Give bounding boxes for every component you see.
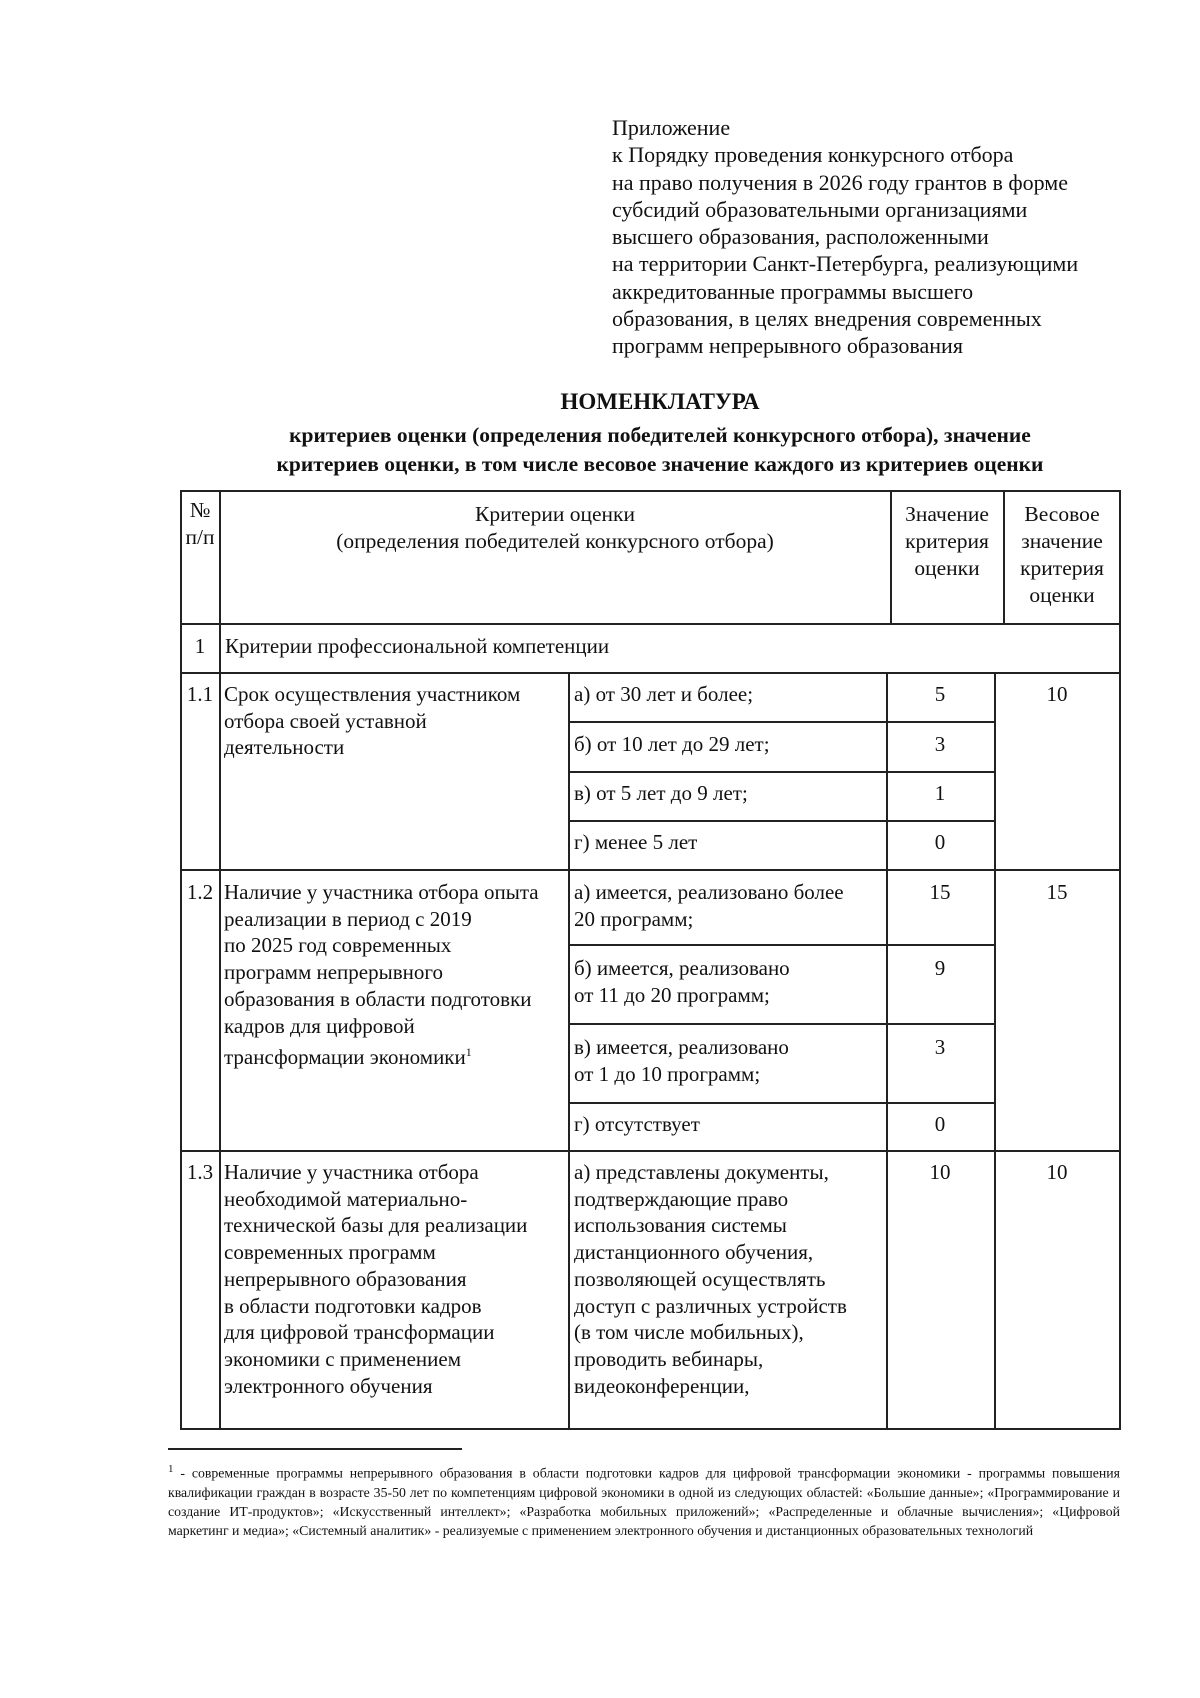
subtitle-line: критериев оценки, в том числе весовое значение каждого из критериев оценки [276,452,1044,476]
option-text: а) от 30 лет и более; [574,682,754,706]
option-text: в) имеется, реализовано от 1 до 10 программ; [574,1035,789,1086]
weight-value: 10 [1046,682,1068,706]
weight-value: 15 [1046,880,1068,904]
section-label: Критерии профессиональной компетенции [225,634,610,658]
option-value: 0 [934,830,946,854]
appendix-line: аккредитованные программы высшего [612,278,974,304]
option-value: 3 [934,732,946,756]
header-num: № п/п [185,498,215,549]
criterion-text: Срок осуществления участником отбора своей уставной деятельности [224,682,521,760]
subtitle-line: критериев оценки (определения победителей конкурсного отбора), значение [289,423,1031,447]
footnote-reference: 1 [465,1045,472,1060]
appendix-line: к Порядку проведения конкурсного отбора [612,142,1014,168]
option-value: 3 [934,1035,946,1059]
option-text: г) менее 5 лет [574,830,698,854]
header-weight: Весовое значение критерия оценки [1020,502,1104,607]
section-num: 1 [194,634,206,658]
appendix-header [612,114,1192,360]
row-num: 1.1 [186,682,214,706]
row-num: 1.3 [186,1160,214,1184]
weight-value: 10 [1046,1160,1068,1184]
appendix-line: высшего образования, расположенными [612,224,989,250]
option-value: 0 [934,1112,946,1136]
footnote-text: - современные программы непрерывного образования в области подготовки кадров для цифровой трансформации экономики - программы повышения квалификации граждан в возрасте 35-50 лет по компетенциям цифровой экономики в одной из следующих областей: «Большие данные»; «Программирование и создание ИТ-продуктов»; «Искусственный интеллект»; «Разработка мобильных приложений»; «Распределенные и облачные вычисления»; «Цифровой маркетинг и медиа»; «Системный аналитик» - реализуемые с применением электронного обучения и дистанционных образовательных технологий [168,1465,1120,1539]
header-value: Значение критерия оценки [905,502,989,580]
option-value: 15 [929,880,951,904]
criterion-text: Наличие у участника отбора необходимой материально- технической базы для реализации современных программ непрерывного образования в области подготовки кадров для цифровой трансформации экономики с применением электронного обучения [224,1160,528,1398]
appendix-line: образования, в целях внедрения современных [612,306,1042,332]
option-text: б) от 10 лет до 29 лет; [574,732,770,756]
option-value: 9 [934,956,946,980]
document-subtitle [160,421,1160,479]
footnote-mark: 1 [168,1463,174,1475]
option-text: г) отсутствует [574,1112,700,1136]
row-num: 1.2 [186,880,214,904]
document-title: НОМЕНКЛАТУРА [560,389,760,414]
appendix-line: субсидий образовательными организациями [612,196,1028,222]
appendix-line: на территории Санкт-Петербурга, реализующими [612,251,1079,277]
header-criteria: Критерии оценки (определения победителей конкурсного отбора) [336,502,774,553]
option-value: 10 [929,1160,951,1184]
appendix-line: Приложение [612,115,731,140]
criterion-text: Наличие у участника отбора опыта реализации в период с 2019 по 2025 год современных программ непрерывного образования в области подготовки кадров для цифровой трансформации экономики$^1$ [224,880,539,1070]
option-text: в) от 5 лет до 9 лет; [574,781,748,805]
option-text: б) имеется, реализовано от 11 до 20 программ; [574,956,790,1007]
option-value: 5 [934,682,946,706]
option-value: 1 [934,781,946,805]
option-text: а) представлены документы, подтверждающие право использования системы дистанционного обучения, позволяющей осуществлять доступ с различных устройств (в том числе мобильных), проводить вебинары, видеоконференции, [574,1160,847,1398]
option-text: а) имеется, реализовано более 20 программ; [574,880,844,931]
footnote-divider [168,1448,462,1450]
footnote [168,1460,1120,1541]
appendix-line: программ непрерывного образования [612,333,963,359]
appendix-line: на право получения в 2026 году грантов в форме [612,169,1068,195]
